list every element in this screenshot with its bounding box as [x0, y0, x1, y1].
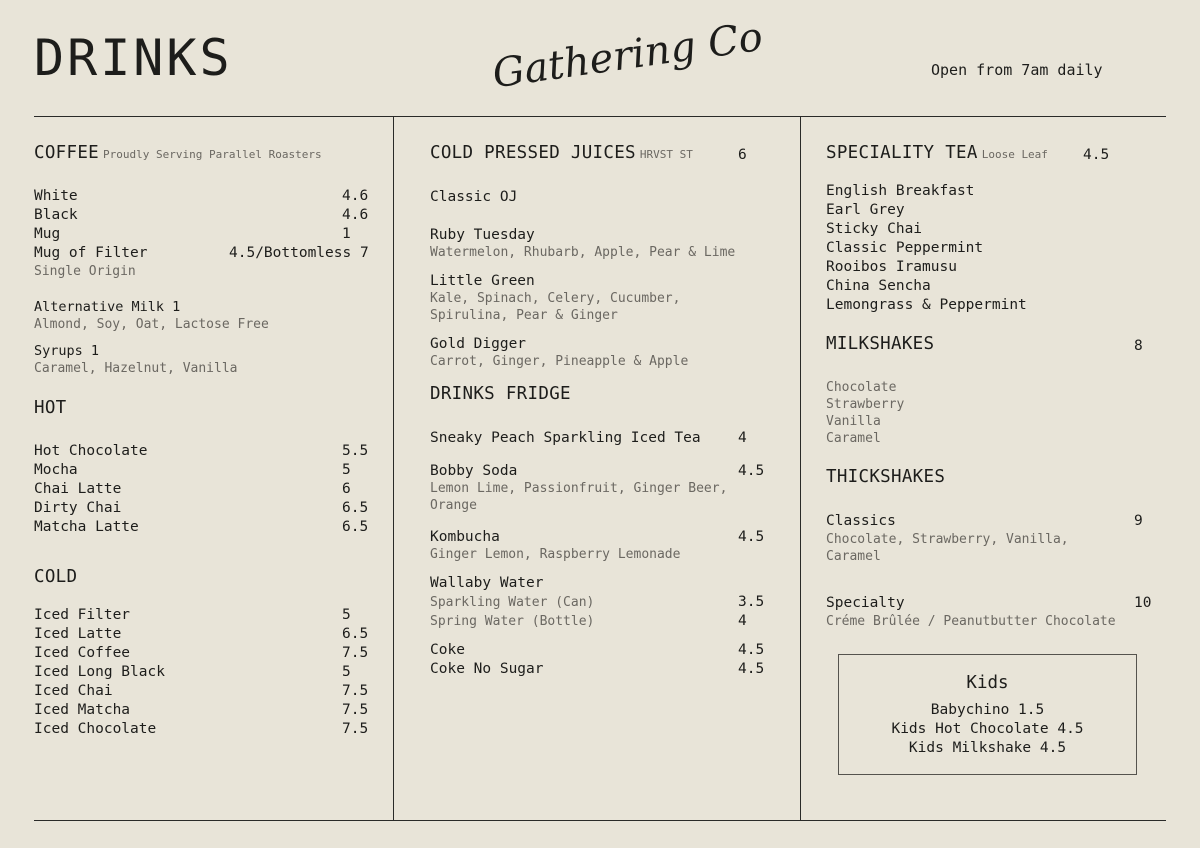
top-divider — [34, 116, 1166, 117]
coffee-item-price: 4.6 — [342, 188, 369, 204]
fridge-item-description: Orange — [430, 498, 477, 513]
bottom-divider — [34, 820, 1166, 821]
tea-item: Classic Peppermint — [826, 240, 984, 256]
fridge-item-description: Lemon Lime, Passionfruit, Ginger Beer, — [430, 481, 728, 496]
milkshake-flavour: Vanilla — [826, 414, 881, 429]
fridge-item-description: Spring Water (Bottle) — [430, 614, 595, 629]
cold-item-name: Iced Chai — [34, 683, 113, 699]
tea-item: Sticky Chai — [826, 221, 923, 237]
fridge-item-name: Wallaby Water — [430, 575, 544, 591]
hot-item-price: 5 — [342, 462, 351, 478]
juice-description: Spirulina, Pear & Ginger — [430, 308, 618, 323]
tea-price: 4.5 — [1083, 147, 1110, 163]
juices-price: 6 — [738, 147, 747, 163]
juice-name: Gold Digger — [430, 336, 527, 352]
fridge-item-name: Bobby Soda — [430, 463, 518, 479]
alt-milk-description: Almond, Soy, Oat, Lactose Free — [34, 317, 269, 332]
coffee-item-name: Black — [34, 207, 78, 223]
cold-item-price: 7.5 — [342, 645, 369, 661]
hot-item-price: 5.5 — [342, 443, 369, 459]
svg-text:Gathering Co: Gathering Co — [489, 13, 766, 98]
juice-name: Classic OJ — [430, 189, 518, 205]
coffee-item-price: 4.5/Bottomless 7 — [229, 245, 369, 261]
tea-item: English Breakfast — [826, 183, 975, 199]
coffee-item-name: Mug — [34, 226, 61, 242]
thickshake-description: Chocolate, Strawberry, Vanilla, — [826, 532, 1069, 547]
fridge-item-name: Coke — [430, 642, 465, 658]
fridge-item-price: 4.5 — [738, 463, 765, 479]
kids-item: Kids Hot Chocolate 4.5 — [891, 721, 1084, 737]
hot-heading: HOT — [34, 398, 67, 418]
fridge-item-price: 4.5 — [738, 642, 765, 658]
brand-logo — [488, 13, 766, 98]
cold-item-name: Iced Filter — [34, 607, 131, 623]
coffee-item-name: Mug of Filter — [34, 245, 148, 261]
fridge-heading: DRINKS FRIDGE — [430, 384, 571, 404]
fridge-item-description: Sparkling Water (Can) — [430, 595, 595, 610]
kids-item: Babychino 1.5 — [930, 702, 1045, 718]
column-divider-2 — [800, 116, 801, 820]
juices-subheading: HRVST ST — [639, 148, 693, 161]
coffee-heading-text: COFFEE — [34, 143, 100, 163]
thickshake-description: Caramel — [826, 549, 881, 564]
tea-heading-text: SPECIALITY TEA — [826, 143, 978, 163]
fridge-item-name: Kombucha — [430, 529, 500, 545]
hot-item-name: Chai Latte — [34, 481, 122, 497]
cold-item-price: 7.5 — [342, 721, 369, 737]
milkshakes-heading: MILKSHAKES — [826, 334, 935, 354]
hot-item-price: 6.5 — [342, 519, 369, 535]
tea-item: Rooibos Iramusu — [826, 259, 957, 275]
coffee-subheading: Proudly Serving Parallel Roasters — [103, 148, 322, 161]
tea-item: China Sencha — [826, 278, 931, 294]
tea-subheading: Loose Leaf — [981, 148, 1048, 161]
fridge-item-price: 4.5 — [738, 661, 765, 677]
juice-description: Kale, Spinach, Celery, Cucumber, — [430, 291, 681, 306]
coffee-item-price: 4.6 — [342, 207, 369, 223]
kids-heading: Kids — [966, 673, 1009, 693]
coffee-heading — [34, 143, 322, 163]
cold-item-name: Iced Long Black — [34, 664, 165, 680]
column-divider-1 — [393, 116, 394, 820]
juice-description: Watermelon, Rhubarb, Apple, Pear & Lime — [430, 245, 736, 260]
page-title: DRINKS — [34, 29, 233, 87]
syrups-description: Caramel, Hazelnut, Vanilla — [34, 361, 238, 376]
hot-item-name: Matcha Latte — [34, 519, 139, 535]
fridge-item-price: 4 — [738, 430, 747, 446]
cold-item-name: Iced Matcha — [34, 702, 131, 718]
cold-item-name: Iced Latte — [34, 626, 122, 642]
fridge-item-price: 4.5 — [738, 529, 765, 545]
hot-item-name: Dirty Chai — [34, 500, 122, 516]
milkshake-flavour: Chocolate — [826, 380, 897, 395]
cold-item-price: 7.5 — [342, 702, 369, 718]
coffee-item-name: White — [34, 188, 78, 204]
juice-description: Carrot, Ginger, Pineapple & Apple — [430, 354, 689, 369]
hot-item-price: 6 — [342, 481, 351, 497]
alt-milk-label: Alternative Milk 1 — [34, 299, 181, 315]
thickshake-name: Specialty — [826, 595, 905, 611]
cold-item-name: Iced Coffee — [34, 645, 131, 661]
tea-heading — [826, 143, 1048, 163]
fridge-item-price: 4 — [738, 613, 747, 629]
juice-name: Ruby Tuesday — [430, 227, 535, 243]
fridge-item-name: Sneaky Peach Sparkling Iced Tea — [430, 430, 701, 446]
cold-item-price: 6.5 — [342, 626, 369, 642]
milkshake-flavour: Caramel — [826, 431, 881, 446]
opening-hours: Open from 7am daily — [931, 61, 1103, 79]
fridge-item-name: Coke No Sugar — [430, 661, 544, 677]
kids-box — [838, 654, 1137, 775]
cold-item-price: 7.5 — [342, 683, 369, 699]
filter-description: Single Origin — [34, 264, 136, 279]
cold-item-price: 5 — [342, 664, 351, 680]
juices-heading-text: COLD PRESSED JUICES — [430, 143, 636, 163]
cold-heading: COLD — [34, 567, 78, 587]
hot-item-name: Mocha — [34, 462, 78, 478]
cold-item-price: 5 — [342, 607, 351, 623]
thickshake-price: 9 — [1134, 513, 1143, 529]
kids-item: Kids Milkshake 4.5 — [908, 740, 1067, 756]
milkshakes-price: 8 — [1134, 338, 1143, 354]
thickshake-name: Classics — [826, 513, 896, 529]
juice-name: Little Green — [430, 273, 535, 289]
fridge-item-description: Ginger Lemon, Raspberry Lemonade — [430, 547, 681, 562]
thickshakes-heading: THICKSHAKES — [826, 467, 946, 487]
thickshake-price: 10 — [1134, 595, 1152, 611]
milkshake-flavour: Strawberry — [826, 397, 905, 412]
coffee-item-price: 1 — [342, 226, 351, 242]
tea-item: Earl Grey — [826, 202, 905, 218]
hot-item-name: Hot Chocolate — [34, 443, 148, 459]
syrups-label: Syrups 1 — [34, 343, 100, 359]
juices-heading — [430, 143, 693, 163]
fridge-item-price: 3.5 — [738, 594, 765, 610]
tea-item: Lemongrass & Peppermint — [826, 297, 1027, 313]
thickshake-description: Créme Brûlée / Peanutbutter Chocolate — [826, 614, 1116, 629]
hot-item-price: 6.5 — [342, 500, 369, 516]
cold-item-name: Iced Chocolate — [34, 721, 157, 737]
